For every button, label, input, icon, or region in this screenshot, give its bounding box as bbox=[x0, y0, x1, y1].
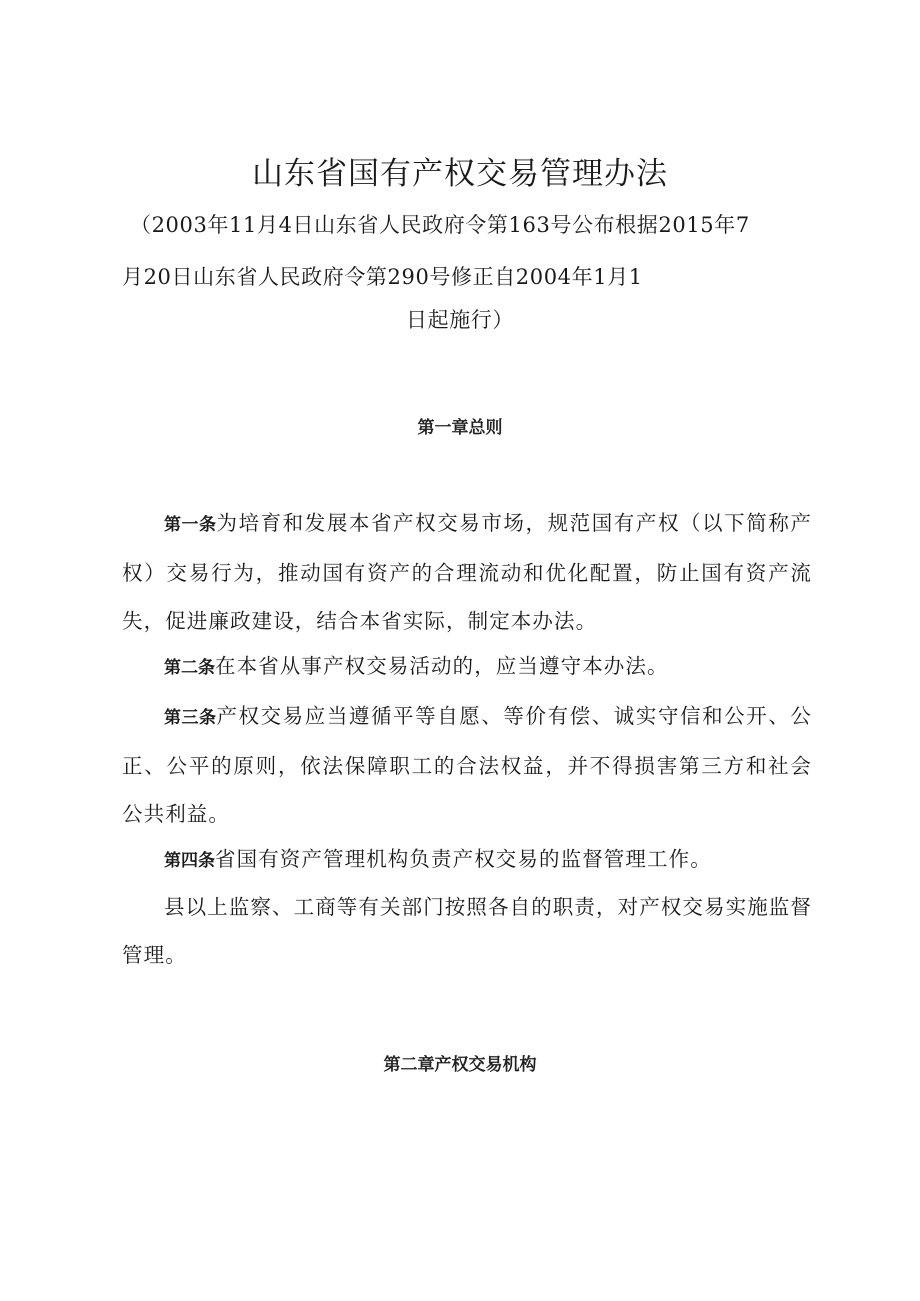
article-1 bbox=[122, 499, 812, 645]
article-2-body: 在本省从事产权交易活动的，应当遵守本办法。 bbox=[215, 654, 669, 678]
article-3-label: 第三条 bbox=[164, 708, 217, 728]
chapter-1-heading: 第一章总则 bbox=[417, 418, 503, 438]
article-4-body: 省国有资产管理机构负责产权交易的监督管理工作。 bbox=[215, 847, 712, 871]
article-1-label: 第一条 bbox=[164, 515, 217, 535]
article-3 bbox=[122, 692, 812, 838]
article-4-label: 第四条 bbox=[164, 851, 215, 871]
article-2-label: 第二条 bbox=[164, 658, 215, 678]
chapter-2-heading: 第二章产权交易机构 bbox=[383, 1055, 537, 1075]
article-3-body: 产权交易应当遵循平等自愿、等价有偿、诚实守信和公开、公正、公平的原则，依法保障职工的合法权益，并不得损害第三方和社会公共利益。 bbox=[122, 704, 813, 826]
document-title: 山东省国有产权交易管理办法 bbox=[252, 156, 668, 192]
article-1-body: 为培育和发展本省产权交易市场，规范国有产权（以下简称产权）交易行为，推动国有资产的合理流动和优化配置，防止国有资产流失，促进廉政建设，结合本省实际，制定本办法。 bbox=[122, 511, 813, 633]
subtitle-line-1: （2003年11月4日山东省人民政府令第163号公布根据2015年7 bbox=[130, 213, 750, 237]
article-4-paragraph-2: 县以上监察、工商等有关部门按照各自的职责，对产权交易实施监督管理。 bbox=[122, 895, 812, 967]
subtitle-line-3: 日起施行） bbox=[406, 308, 514, 332]
subtitle-line-2: 月20日山东省人民政府令第290号修正自2004年1月1 bbox=[122, 265, 643, 289]
article-4 bbox=[122, 835, 812, 885]
article-2 bbox=[122, 642, 812, 692]
